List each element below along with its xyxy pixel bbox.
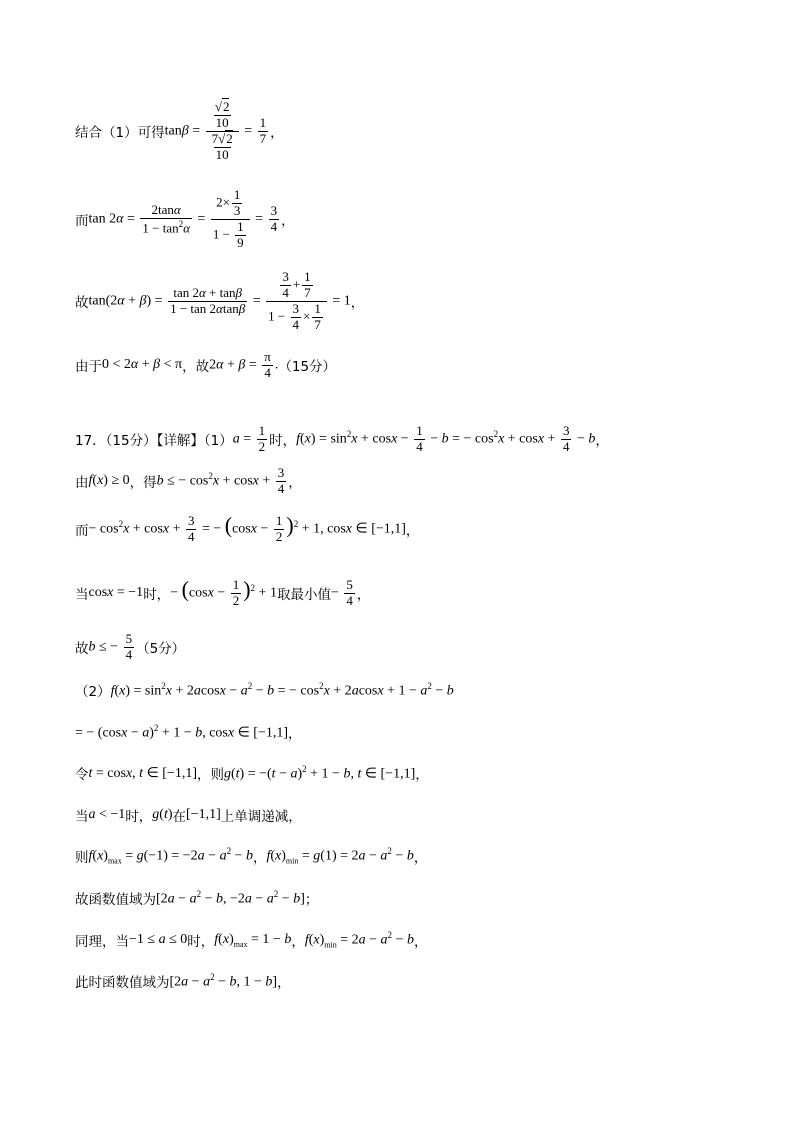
text-tail: （5分） [136, 641, 186, 658]
line-max-min [75, 846, 427, 866]
formula: − (cosx − $\frac{1}{2}$ )$^2$ + 1 [170, 576, 277, 608]
line-complete-square [75, 514, 419, 545]
text-end: ， [356, 587, 371, 604]
text-lead: 而 [75, 213, 89, 230]
text-end: ， [288, 726, 302, 742]
text-shi: 时， [187, 934, 215, 950]
text-lead: 故 [75, 641, 89, 658]
formula: cosx = −1 [88, 585, 144, 601]
line-range-1 [75, 888, 318, 908]
text-end: ， [595, 433, 609, 450]
text-end: ， [270, 125, 284, 142]
formula: g(t) [152, 807, 173, 822]
line-tan-2alpha-beta [75, 270, 364, 333]
formula: $f(x)_{min} = 2a - a^2 - b$ [304, 930, 414, 950]
text-lead: 同理，当 [75, 934, 129, 950]
formula: $g(t) = -(t - a)^2 + 1 - b$, t ∈ [−1,1] [223, 763, 416, 782]
formula: − $\cos^2x + \cos x$ + $\frac{3}{4}$ = − (cosx − $\frac{1}{2}$ )$^2$ + 1, cosx ∈ [−1,1] [88, 512, 406, 544]
text-lead: 故 [75, 295, 89, 312]
text-shi: 时， [143, 587, 171, 604]
text-lead: 结合（1）可得 [75, 125, 165, 142]
text-mid: ，则 [196, 767, 224, 783]
formula: − $\frac{5}{4}$ [330, 577, 353, 608]
text-lead: 而 [75, 523, 89, 540]
text-end: ， [350, 295, 365, 312]
formula: b ≤ − $\frac{5}{4}$ [88, 631, 133, 662]
text-end: ， [415, 767, 429, 783]
line-conclusion [75, 350, 336, 381]
line-min-value [75, 578, 370, 609]
formula: $f(x) = \sin^2x + \cos x$ − $\frac{1}{4}$ − b = − $\cos^2x + \cos x$ + $\frac{3}{4}$ − b [296, 423, 596, 454]
formula: b ≤ − $\cos^2x + \cos x$ + $\frac{3}{4}$ [156, 465, 285, 496]
formula: $f(x)_{max} = g(-1) = -2a - a^2 - b$ [88, 846, 253, 866]
formula: [$2a - a^2 - b$, 1 − b] [169, 971, 278, 990]
formula: [−1,1] [186, 807, 221, 822]
line-q17-part1 [75, 424, 609, 455]
text-zai: 在 [172, 809, 187, 825]
text-lead: 17．（15分）【详解】（1） [75, 433, 233, 450]
formula: f(x) ≥ 0 [88, 473, 130, 489]
formula: t = cosx, t ∈ [−1,1] [88, 765, 197, 781]
text-end: ， [277, 975, 291, 991]
line-part2 [75, 680, 454, 700]
line-part2-square [75, 722, 302, 742]
formula: 0 < 2α + β < π [102, 357, 183, 373]
text-lead: 由于 [75, 359, 102, 376]
line-b-range [75, 632, 185, 663]
line-fx-ge-0 [75, 466, 302, 497]
formula: −1 ≤ a ≤ 0 [129, 932, 188, 947]
text-mid: ，故 [182, 359, 210, 376]
formula: tan(2α + β) = $\frac{\tan 2\alpha + \tan\beta}{1 - \tan 2\alpha\tan\beta}$ = $\frac{3}{4}$ + $\frac{1}{7}$ 1 − $\frac{3}{4}$ × $\frac{1}{7}$ = 1 [88, 269, 351, 332]
line-substitution [75, 763, 429, 783]
text-end: 上单调递减， [220, 809, 302, 825]
formula: a = $\frac{1}{2}$ [232, 423, 266, 454]
text-tail: （15分） [278, 359, 337, 376]
text-end: ， [405, 523, 420, 540]
line-case-1 [75, 805, 302, 825]
formula: = − $(\cos x - a)^2 + 1 - b$, cosx ∈ [−1,1] [75, 722, 289, 741]
text-end: ； [304, 892, 319, 908]
text-lead: 此时函数值域为 [75, 975, 170, 991]
formula: a < −1 [88, 807, 126, 822]
text-mid: ， [291, 934, 305, 950]
text-end: ， [413, 850, 428, 866]
line-tan-2alpha [75, 188, 295, 251]
text-qu: 取最小值 [276, 587, 331, 604]
text-lead: 令 [75, 767, 89, 783]
text-lead: 当 [75, 587, 89, 604]
text-shi: 时， [125, 809, 153, 825]
formula: $f(x) = \sin^2x + 2acosx - a^2 - b$ = − $\cos^2x + 2acosx + 1 - a^2 - b$ [110, 680, 454, 699]
formula: tan 2α = $\frac{2\tan\alpha}{1 - \tan^2\alpha}$ = 2× $\frac{1}{3}$ 1 − $\frac{1}{9}$ = $\frac{3}{4}$ [88, 187, 278, 250]
line-tan-beta [75, 100, 284, 163]
text-end: ， [281, 213, 295, 230]
text-end: ， [288, 475, 302, 492]
text-lead: 则 [75, 850, 89, 866]
text-mid: ，得 [129, 475, 157, 492]
text-shi: 时， [269, 433, 297, 450]
text-lead: （2） [75, 684, 111, 700]
line-range-2 [75, 971, 291, 991]
line-case-2 [75, 930, 427, 950]
formula: 2α + β = $\frac{\pi}{4}$ . [209, 349, 279, 380]
text-end: ， [413, 934, 428, 950]
text-lead: 故函数值域为 [75, 892, 156, 908]
text-mid: ， [252, 850, 267, 866]
formula: tanβ = $\frac{\frac{√2}{10}}{\frac{7√2}{10}}$ = $\frac{1}{7}$ [164, 99, 267, 162]
formula: $f(x)_{min} = g(1) = 2a - a^2 - b$ [266, 846, 414, 866]
text-lead: 由 [75, 475, 89, 492]
formula: [$2a - a^2 - b$, $-2a - a^2 - b$] [156, 888, 305, 907]
formula: $f(x)_{max} = 1 - b$ [214, 931, 292, 949]
text-lead: 当 [75, 809, 89, 825]
